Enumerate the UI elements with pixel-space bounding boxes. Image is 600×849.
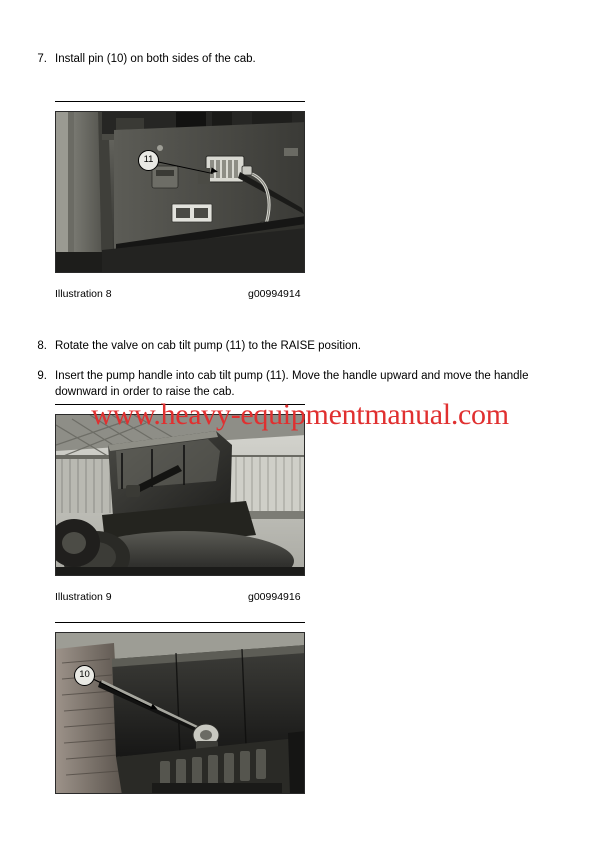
callout-11: 11 bbox=[138, 150, 159, 171]
illustration-8-rule bbox=[55, 101, 305, 102]
step-9-number: 9. bbox=[37, 370, 47, 382]
illustration-9-caption: Illustration 9 bbox=[55, 591, 112, 603]
illustration-10-photo bbox=[55, 632, 305, 794]
illustration-8-photo bbox=[55, 111, 305, 273]
step-7 bbox=[33, 52, 553, 68]
step-8 bbox=[33, 339, 553, 355]
illustration-8-id: g00994914 bbox=[248, 288, 301, 300]
step-7-number: 7. bbox=[37, 53, 47, 65]
illustration-9-id: g00994916 bbox=[248, 591, 301, 603]
illustration-10-rule bbox=[55, 622, 305, 623]
step-7-text: Install pin (10) on both sides of the cab. bbox=[55, 53, 256, 65]
step-8-number: 8. bbox=[37, 340, 47, 352]
illustration-9-rule bbox=[55, 404, 305, 405]
step-8-text: Rotate the valve on cab tilt pump (11) to the RAISE position. bbox=[55, 340, 361, 352]
illustration-9-photo bbox=[55, 414, 305, 576]
callout-11-arrowhead bbox=[210, 167, 218, 174]
watermark: www.heavy-equipmentmanual.com bbox=[91, 398, 509, 431]
step-9 bbox=[33, 369, 553, 401]
illustration-8-caption: Illustration 8 bbox=[55, 288, 112, 300]
callout-10: 10 bbox=[74, 665, 95, 686]
step-9-text: Insert the pump handle into cab tilt pump (11). Move the handle upward and move the handle downward in order to raise the cab. bbox=[55, 370, 529, 398]
